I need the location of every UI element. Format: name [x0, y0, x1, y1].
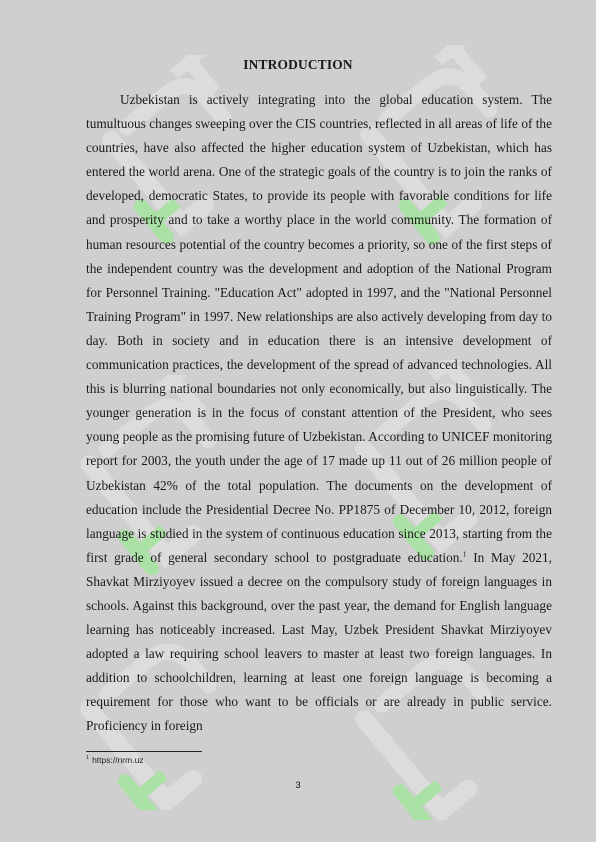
footnote: [86, 755, 144, 765]
body-text-part-2: In May 2021, Shavkat Mirziyoyev issued a decree on the compulsory study of foreign languages in schools. Against this background, over the past year, the demand for English language learning has noticeably increased. Last May, Uzbek President Shavkat Mirziyoyev adopted a law requiring school leavers to master at least two foreign languages. In addition to schoolchildren, learning at least one foreign language is becoming a requirement for those who want to be officials or are already in public service. Proficiency in foreign: [86, 549, 552, 734]
footnote-link[interactable]: https://nrm.uz: [92, 755, 144, 765]
body-paragraph: [86, 88, 552, 739]
section-title: INTRODUCTION: [243, 57, 353, 72]
footnote-marker: 1: [86, 755, 90, 762]
footnote-reference[interactable]: 1: [462, 549, 467, 559]
body-text-part-1: Uzbekistan is actively integrating into the global education system. The tumultuous changes sweeping over the CIS countries, reflected in all areas of life of the countries, have also affected the higher education system of Uzbekistan, which has entered the world arena. One of the strategic goals of the country is to join the ranks of developed, democratic States, to provide its people with favorable conditions for life and prosperity and to take a worthy place in the world community. The formation of human resources potential of the country becomes a priority, so one of the first steps of the independent country was the development and adoption of the National Program for Personnel Training. "Education Act" adopted in 1997, and the "National Personnel Training Program" in 1997. New relationships are also actively developing from day to day. Both in society and in education there is an intensive development of communication practices, the development of the spread of advanced technologies. All this is blurring national boundaries not only economically, but also linguistically. The younger generation is in the focus of constant attention of the President, who sees young people as the promising future of Uzbekistan. According to UNICEF monitoring report for 2003, the youth under the age of 17 made up 11 out of 26 million people of Uzbekistan 42% of the total population. The documents on the development of education include the Presidential Decree No. PP1875 of December 10, 2012, foreign language is studied in the system of continuous education since 2013, starting from the first grade of general secondary school to postgraduate education.: [86, 92, 552, 565]
page-number: 3: [295, 780, 301, 791]
footnote-separator: [86, 751, 202, 752]
